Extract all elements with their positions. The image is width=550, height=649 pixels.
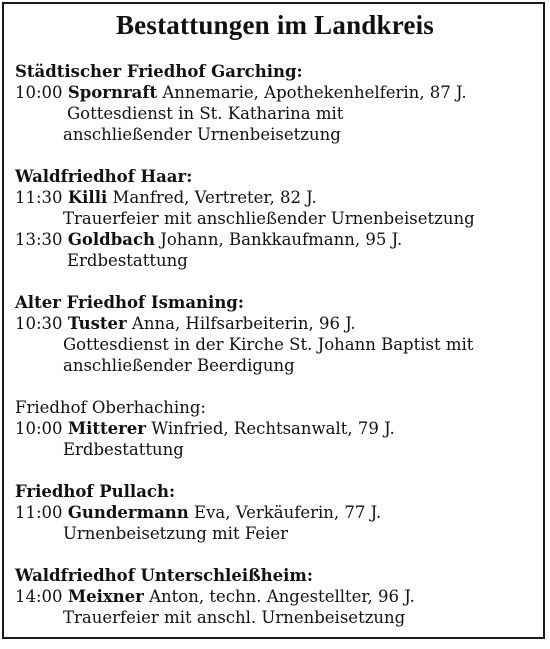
time: 11:30 xyxy=(15,188,63,207)
section-oberhaching xyxy=(15,397,540,460)
section-haar xyxy=(15,166,540,271)
person-details: Anton, techn. Angestellter, 96 J. xyxy=(143,587,415,606)
funeral-entry xyxy=(15,313,540,334)
service-detail: Gottesdienst in St. Katharina mit xyxy=(67,104,344,123)
surname: Killi xyxy=(67,188,108,207)
section-pullach xyxy=(15,481,540,544)
section-garching xyxy=(15,61,540,145)
service-detail: Urnenbeisetzung mit Feier xyxy=(63,524,289,543)
funeral-entry xyxy=(15,586,540,607)
person-details: Manfred, Vertreter, 82 J. xyxy=(107,188,317,207)
funeral-entry xyxy=(15,187,540,208)
section-unterschleissheim xyxy=(15,565,540,628)
cemetery-name: Alter Friedhof Ismaning: xyxy=(15,293,244,312)
surname: Gundermann xyxy=(67,503,189,522)
person-details: Annemarie, Apothekenhelferin, 87 J. xyxy=(157,83,467,102)
person-details: Winfried, Rechtsanwalt, 79 J. xyxy=(145,419,395,438)
service-detail: Trauerfeier mit anschließender Urnenbeisetzung xyxy=(63,209,475,228)
person-details: Johann, Bankkaufmann, 95 J. xyxy=(155,230,403,249)
section-ismaning xyxy=(15,292,540,376)
service-detail: Gottesdienst in der Kirche St. Johann Baptist mit xyxy=(63,335,474,354)
time: 10:00 xyxy=(15,83,63,102)
funeral-entry xyxy=(15,229,540,250)
service-detail: Trauerfeier mit anschl. Urnenbeisetzung xyxy=(63,608,406,627)
cemetery-name: Städtischer Friedhof Garching: xyxy=(15,62,303,81)
time: 11:00 xyxy=(15,503,63,522)
time: 14:00 xyxy=(15,587,63,606)
funeral-entry xyxy=(15,82,540,103)
cemetery-name: Friedhof Oberhaching: xyxy=(15,398,206,417)
surname: Tuster xyxy=(67,314,127,333)
time: 10:00 xyxy=(15,419,63,438)
surname: Goldbach xyxy=(67,230,155,249)
funeral-listing xyxy=(15,61,540,649)
funeral-entry xyxy=(15,418,540,439)
service-detail: Erdbestattung xyxy=(67,251,188,270)
surname: Meixner xyxy=(67,587,144,606)
time: 13:30 xyxy=(15,230,63,249)
person-details: Eva, Verkäuferin, 77 J. xyxy=(188,503,382,522)
time: 10:30 xyxy=(15,314,63,333)
funeral-entry xyxy=(15,502,540,523)
cemetery-name: Friedhof Pullach: xyxy=(15,482,176,501)
page-title: Bestattungen im Landkreis xyxy=(115,10,435,40)
cemetery-name: Waldfriedhof Haar: xyxy=(15,167,193,186)
person-details: Anna, Hilfsarbeiterin, 96 J. xyxy=(126,314,356,333)
cemetery-name: Waldfriedhof Unterschleißheim: xyxy=(15,566,313,585)
service-detail: Erdbestattung xyxy=(63,440,184,459)
surname: Spornraft xyxy=(67,83,158,102)
surname: Mitterer xyxy=(67,419,146,438)
service-detail: anschließender Beerdigung xyxy=(63,356,295,375)
service-detail: anschließender Urnenbeisetzung xyxy=(63,125,341,144)
